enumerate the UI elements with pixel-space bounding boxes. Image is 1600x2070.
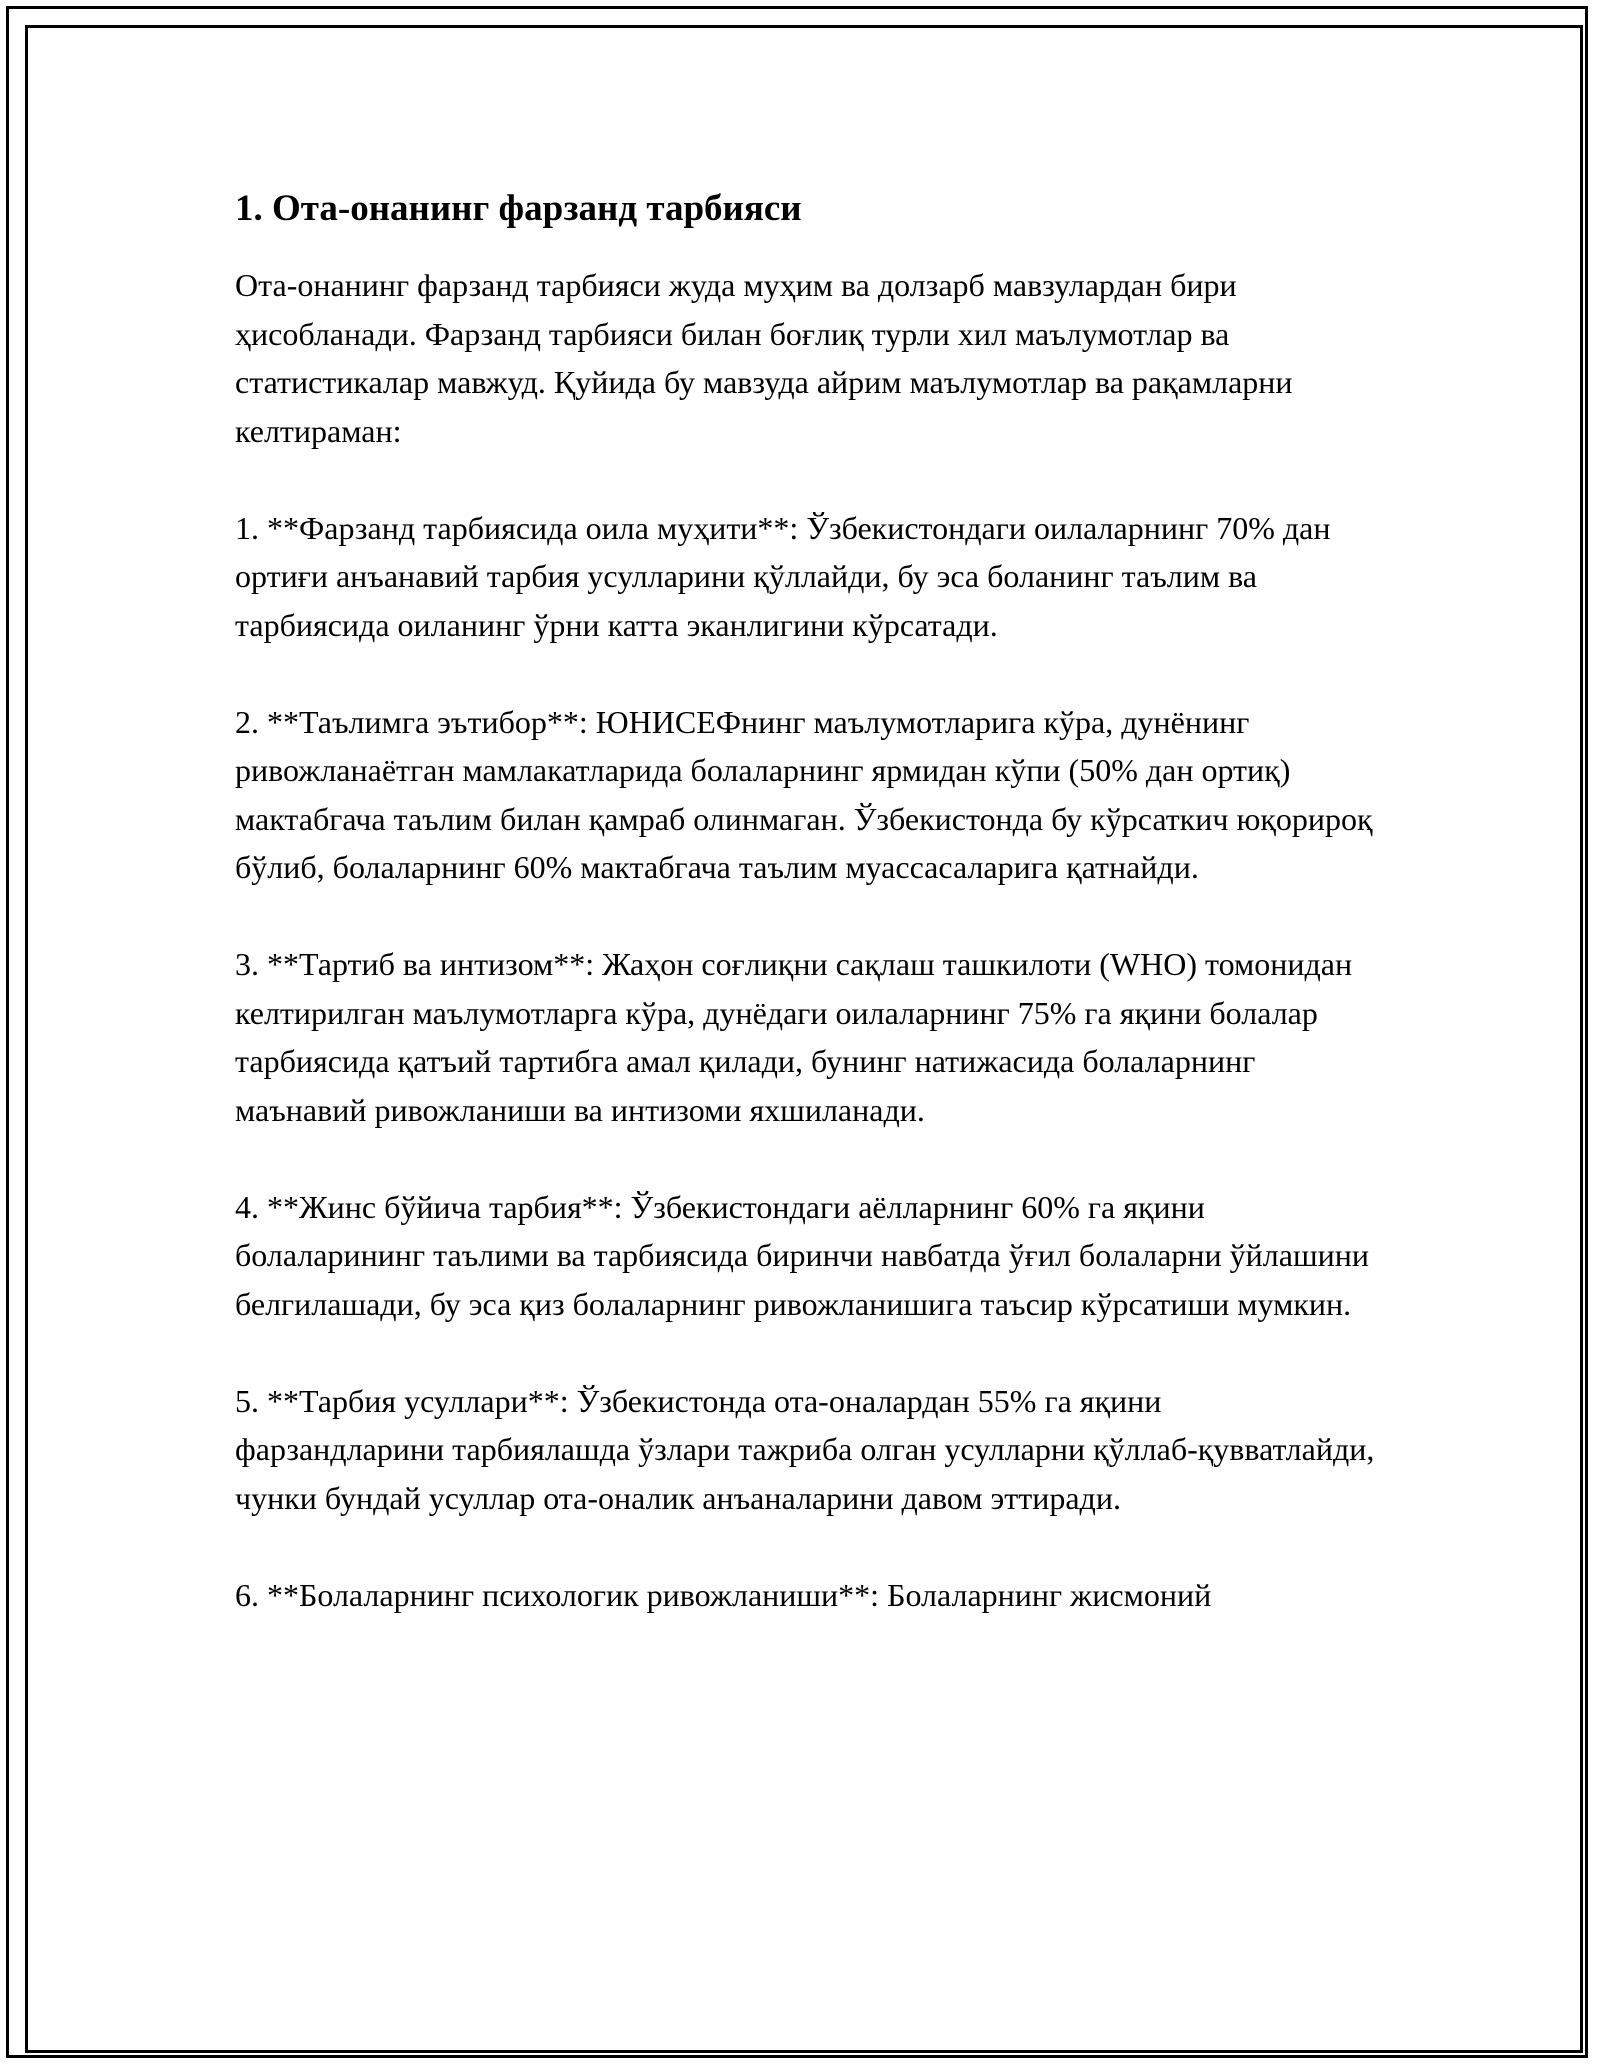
document-body — [235, 185, 1375, 1668]
list-item-education-attention: 2. **Таълимга эътибор**: ЮНИСЕФнинг маълумотларига кўра, дунёнинг ривожланаётган мамлакатларида болаларнинг ярмидан кўпи (50% дан ортиқ) мактабгача таълим билан қамраб олинмаган. Ўзбекистонда бу кўрсаткич юқорироқ бўлиб, болаларнинг 60% мактабгача таълим муассасаларига қатнайди. — [235, 703, 1373, 885]
intro-paragraph: Ота-онанинг фарзанд тарбияси жуда муҳим ва долзарб мавзулардан бири ҳисобланади. Фарзанд тарбияси билан боғлиқ турли хил маълумотлар ва статистикалар мавжуд. Қуйида бу мавзуда айрим маълумотлар ва рақамларни келтираман: — [235, 267, 1293, 449]
list-item-gender-upbringing: 4. **Жинс бўйича тарбия**: Ўзбекистондаги аёлларнинг 60% га яқини болаларининг таълими ва тарбиясида биринчи навбатда ўғил болаларни ўйлашини белгилашади, бу эса қиз болаларнинг ривожланишига таъсир кўрсатиши мумкин. — [235, 1188, 1369, 1322]
section-heading: 1. Ота-онанинг фарзанд тарбияси — [235, 188, 802, 229]
list-item-discipline: 3. **Тартиб ва интизом**: Жаҳон соғлиқни сақлаш ташкилоти (WHO) томонидан келтирилган маълумотларга кўра, дунёдаги оилаларнинг 75% га яқини болалар тарбиясида қатъий тартибга амал қилади, бунинг натижасида болаларнинг маънавий ривожланиши ва интизоми яхшиланади. — [235, 946, 1353, 1128]
list-item-upbringing-methods: 5. **Тарбия усуллари**: Ўзбекистонда ота-оналардан 55% га яқини фарзандларини тарбиялашда ўзлари тажриба олган усулларни қўллаб-қувватлайди, чунки бундай усуллар ота-оналик анъаналарини давом эттиради. — [235, 1382, 1375, 1516]
list-item-family-environment: 1. **Фарзанд тарбиясида оила муҳити**: Ўзбекистондаги оилаларнинг 70% дан ортиғи анъанавий тарбия усулларини қўллайди, бу эса боланинг таълим ва тарбиясида оиланинг ўрни катта эканлигини кўрсатади. — [235, 509, 1331, 643]
list-item-psychological-development: 6. **Болаларнинг психологик ривожланиши**: Болаларнинг жисмоний — [235, 1576, 1212, 1613]
